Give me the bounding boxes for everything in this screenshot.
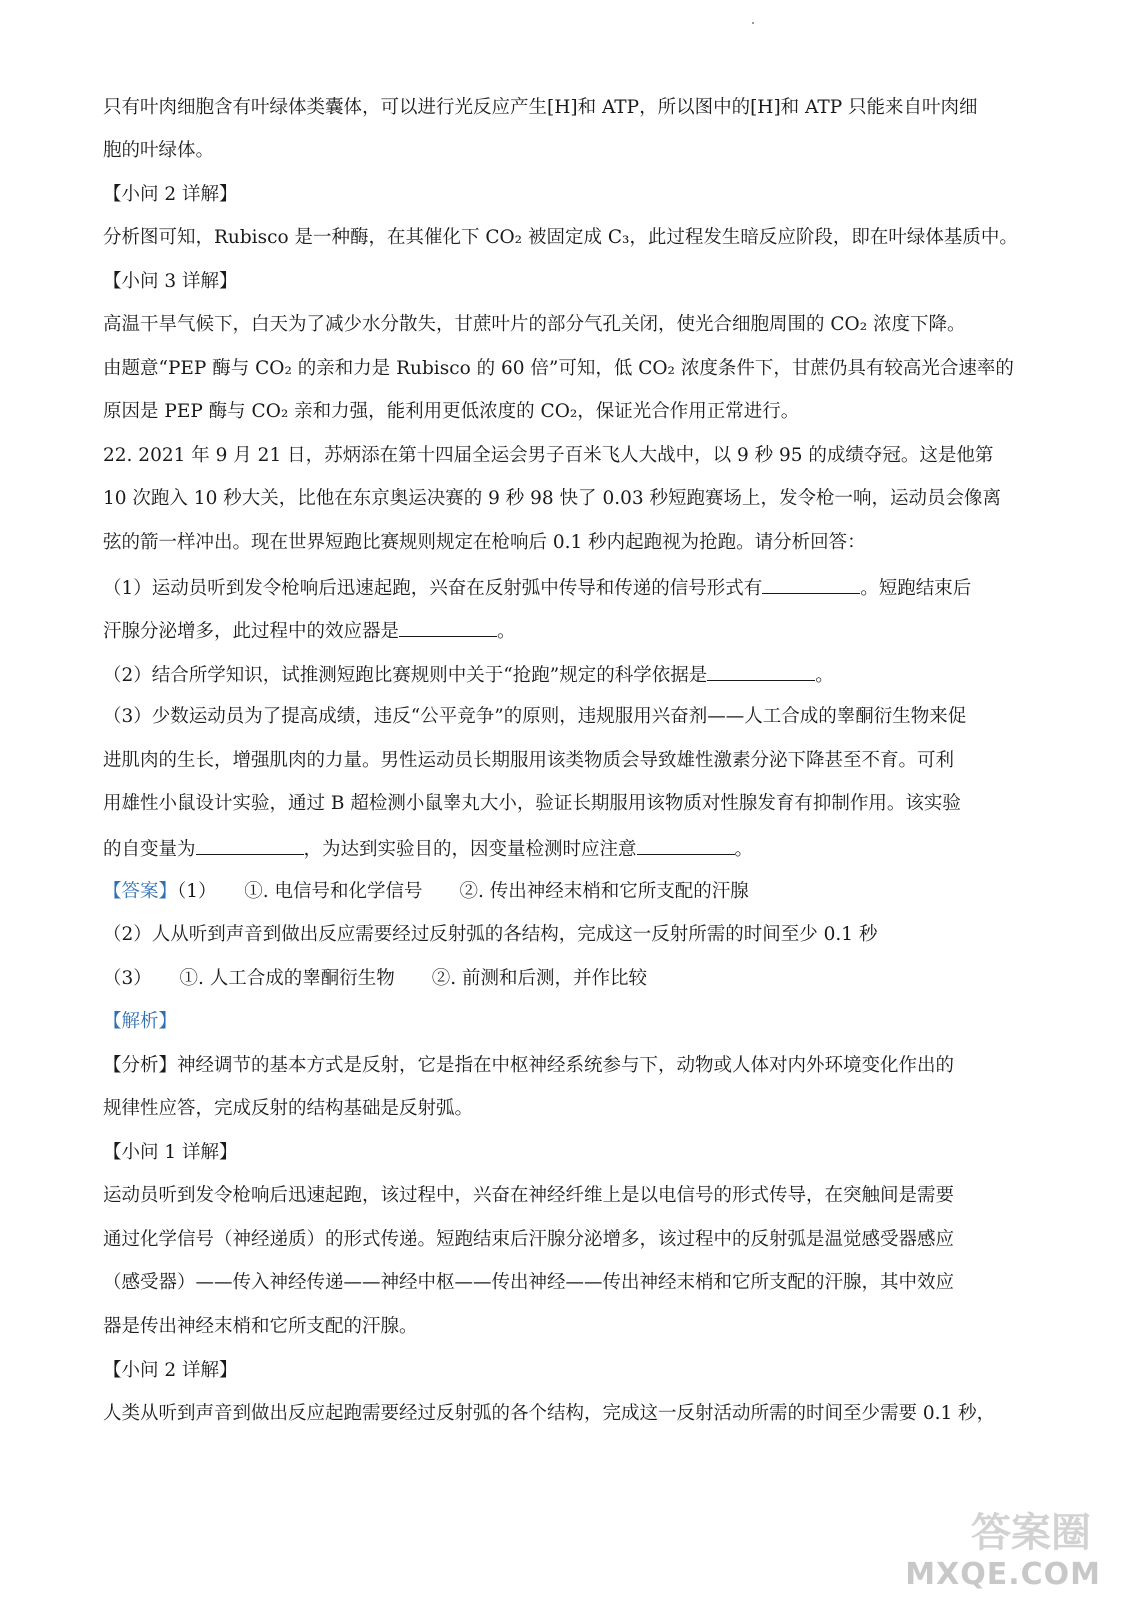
analysis-line-2: 规律性应答，完成反射的结构基础是反射弧。 <box>103 1098 474 1119</box>
text-line: 人类从听到声音到做出反应起跑需要经过反射弧的各个结构，完成这一反射活动所需的时间至少需要 0.1 秒， <box>103 1403 996 1424</box>
question-1b-end: 。 <box>497 621 516 642</box>
section-heading: 【小问 2 详解】 <box>103 1360 238 1381</box>
section-heading: 【小问 2 详解】 <box>103 184 238 205</box>
answer-blank <box>762 575 860 594</box>
text-line: 弦的箭一样冲出。现在世界短跑比赛规则规定在枪响后 0.1 秒内起跑视为抢跑。请分析回答： <box>103 532 866 553</box>
answer-blank <box>399 618 497 637</box>
text-line: 原因是 PEP 酶与 CO₂ 亲和力强，能利用更低浓度的 CO₂，保证光合作用正常进行。 <box>103 401 800 422</box>
question-3-text-a: 的自变量为 <box>103 839 196 860</box>
text-line: 通过化学信号（神经递质）的形式传递。短跑结束后汗腺分泌增多，该过程中的反射弧是温觉感受器感应 <box>103 1229 955 1250</box>
fenxi-text: 神经调节的基本方式是反射，它是指在中枢神经系统参与下，动物或人体对内外环境变化作出的 <box>177 1055 955 1076</box>
speck <box>752 22 754 24</box>
text-line: 胞的叶绿体。 <box>103 140 215 161</box>
answer-line-3: （3） ①. 人工合成的睾酮衍生物 ②. 前测和后测，并作比较 <box>103 968 648 989</box>
section-heading: 【小问 3 详解】 <box>103 271 238 292</box>
answer-1: （1） ①. 电信号和化学信号 ②. 传出神经末梢和它所支配的汗腺 <box>177 881 749 902</box>
question-1-text: （1）运动员听到发令枪响后迅速起跑，兴奋在反射弧中传导和传递的信号形式有 <box>103 578 763 599</box>
answer-blank <box>707 662 815 681</box>
question-2-line <box>103 662 1033 688</box>
text-line: 进肌肉的生长，增强肌肉的力量。男性运动员长期服用该类物质会导致雄性激素分泌下降甚至不育。可利 <box>103 750 955 771</box>
question-22-stem: 22. 2021 年 9 月 21 日，苏炳添在第十四届全运会男子百米飞人大战中，以 9 秒 95 的成绩夺冠。这是他第 <box>103 445 994 466</box>
question-2-end: 。 <box>815 665 834 686</box>
question-3-end: 。 <box>734 839 754 860</box>
answer-blank <box>637 836 735 855</box>
analysis-label: 【解析】 <box>103 1011 178 1032</box>
fenxi-label: 【分析】 <box>103 1055 178 1076</box>
answer-line-2: （2）人从听到声音到做出反应需要经过反射弧的各结构，完成这一反射所需的时间至少 0.1 秒 <box>103 924 878 945</box>
question-1-text-end: 。短跑结束后 <box>860 578 972 599</box>
question-1-line-2 <box>103 618 1033 644</box>
text-line: 用雄性小鼠设计实验，通过 B 超检测小鼠睾丸大小，验证长期服用该物质对性腺发育有抑制作用。该实验 <box>103 793 961 814</box>
watermark-logo: 答案圈 <box>971 1510 1091 1556</box>
question-3-last-line <box>103 836 1033 862</box>
text-line: （感受器）——传入神经传递——神经中枢——传出神经——传出神经末梢和它所支配的汗腺，其中效应 <box>103 1272 955 1293</box>
watermark-text: MXQE.COM <box>905 1557 1101 1592</box>
answer-label: 【答案】 <box>103 881 178 902</box>
text-line: 分析图可知，Rubisco 是一种酶，在其催化下 CO₂ 被固定成 C₃，此过程发生暗反应阶段，即在叶绿体基质中。 <box>103 227 1018 248</box>
section-heading: 【小问 1 详解】 <box>103 1142 238 1163</box>
watermark <box>905 1502 1101 1592</box>
text-line: 运动员听到发令枪响后迅速起跑，该过程中，兴奋在神经纤维上是以电信号的形式传导，在突触间是需要 <box>103 1185 955 1206</box>
question-3-line: （3）少数运动员为了提高成绩，违反“公平竞争”的原则，违规服用兴奋剂——人工合成的睾酮衍生物来促 <box>103 706 967 727</box>
text-line: 10 次跑入 10 秒大关，比他在东京奥运决赛的 9 秒 98 快了 0.03 秒短跑赛场上，发令枪一响，运动员会像离 <box>103 488 1002 509</box>
text-line: 高温干旱气候下，白天为了减少水分散失，甘蔗叶片的部分气孔关闭，使光合细胞周围的 CO₂ 浓度下降。 <box>103 314 966 335</box>
analysis-line-1 <box>103 1054 1033 1078</box>
question-2-text: （2）结合所学知识，试推测短跑比赛规则中关于“抢跑”规定的科学依据是 <box>103 665 708 686</box>
answer-blank <box>196 836 304 855</box>
answer-line-1 <box>103 880 1033 904</box>
text-line: 只有叶肉细胞含有叶绿体类囊体，可以进行光反应产生[H]和 ATP，所以图中的[H]和 ATP 只能来自叶肉细 <box>103 97 978 118</box>
text-line: 由题意“PEP 酶与 CO₂ 的亲和力是 Rubisco 的 60 倍”可知，低 CO₂ 浓度条件下，甘蔗仍具有较高光合速率的 <box>103 358 1014 379</box>
text-line: 器是传出神经末梢和它所支配的汗腺。 <box>103 1316 418 1337</box>
question-1b-text: 汗腺分泌增多，此过程中的效应器是 <box>103 621 400 642</box>
question-1-line <box>103 575 1033 601</box>
question-3-text-b: ，为达到实验目的，因变量检测时应注意 <box>303 839 637 860</box>
